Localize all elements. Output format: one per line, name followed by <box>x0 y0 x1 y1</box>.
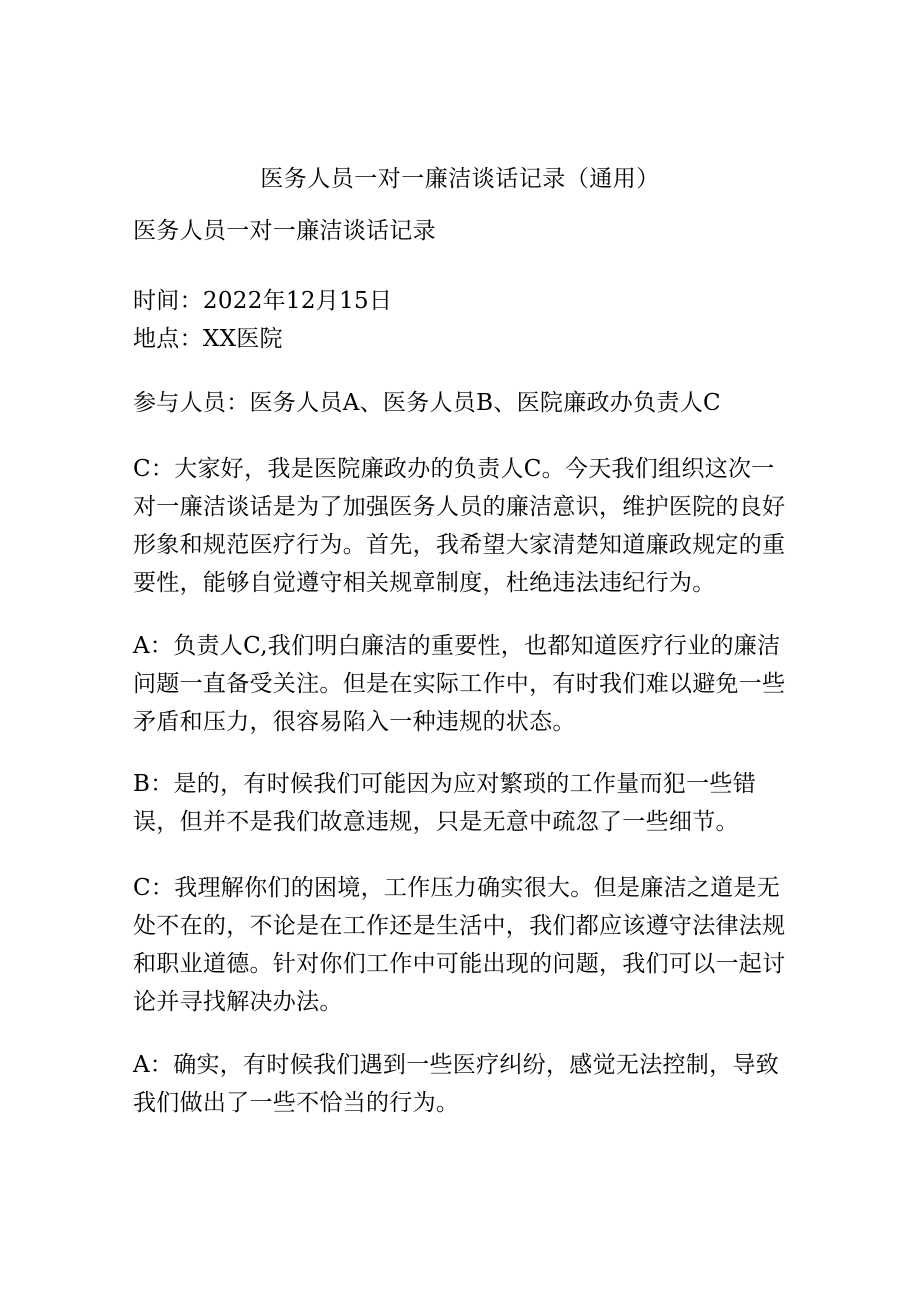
paragraph-line: 形象和规范医疗行为。首先，我希望大家清楚知道廉政规定的重 <box>133 532 786 558</box>
paragraph-line: B：是的，有时候我们可能因为应对繁琐的工作量而犯一些错 <box>133 771 757 797</box>
dialogue-paragraph <box>133 1046 793 1122</box>
paragraph-line: 和职业道德。针对你们工作中可能出现的问题，我们可以一起讨 <box>133 951 786 977</box>
meeting-meta <box>133 282 793 358</box>
paragraph-line: 要性，能够自觉遵守相关规章制度，杜绝违法违纪行为。 <box>133 570 716 596</box>
document-subtitle: 医务人员一对一廉洁谈话记录 <box>133 218 436 244</box>
dialogue-paragraph <box>133 450 793 602</box>
meeting-location: 地点：XX医院 <box>133 326 283 352</box>
paragraph-line: 问题一直备受关注。但是在实际工作中，有时我们难以避免一些 <box>133 671 786 697</box>
paragraph-line: C：大家好，我是医院廉政办的负责人C。今天我们组织这次一 <box>133 456 775 482</box>
paragraph-line: 处不在的，不论是在工作还是生活中，我们都应该遵守法律法规 <box>133 913 786 939</box>
dialogue-paragraph <box>133 765 793 841</box>
paragraph-line: 论并寻找解决办法。 <box>133 989 343 1015</box>
meeting-time: 时间：2022年12月15日 <box>133 288 393 314</box>
paragraph-line: C：我理解你们的困境，工作压力确实很大。但是廉洁之道是无 <box>133 875 780 901</box>
paragraph-line: A：确实，有时候我们遇到一些医疗纠纷，感觉无法控制，导致 <box>133 1052 780 1078</box>
dialogue-paragraph <box>133 627 793 741</box>
document-title: 医务人员一对一廉洁谈话记录（通用） <box>260 166 660 192</box>
paragraph-line: 误，但并不是我们故意违规，只是无意中疏忽了一些细节。 <box>133 809 739 835</box>
dialogue-paragraph <box>133 869 793 1021</box>
paragraph-line: A：负责人C,我们明白廉洁的重要性，也都知道医疗行业的廉洁 <box>133 633 781 659</box>
meeting-participants: 参与人员：医务人员A、医务人员B、医院廉政办负责人C <box>133 390 721 416</box>
paragraph-line: 我们做出了一些不恰当的行为。 <box>133 1090 460 1116</box>
paragraph-line: 矛盾和压力，很容易陷入一种违规的状态。 <box>133 709 576 735</box>
paragraph-line: 对一廉洁谈话是为了加强医务人员的廉洁意识，维护医院的良好 <box>133 494 786 520</box>
